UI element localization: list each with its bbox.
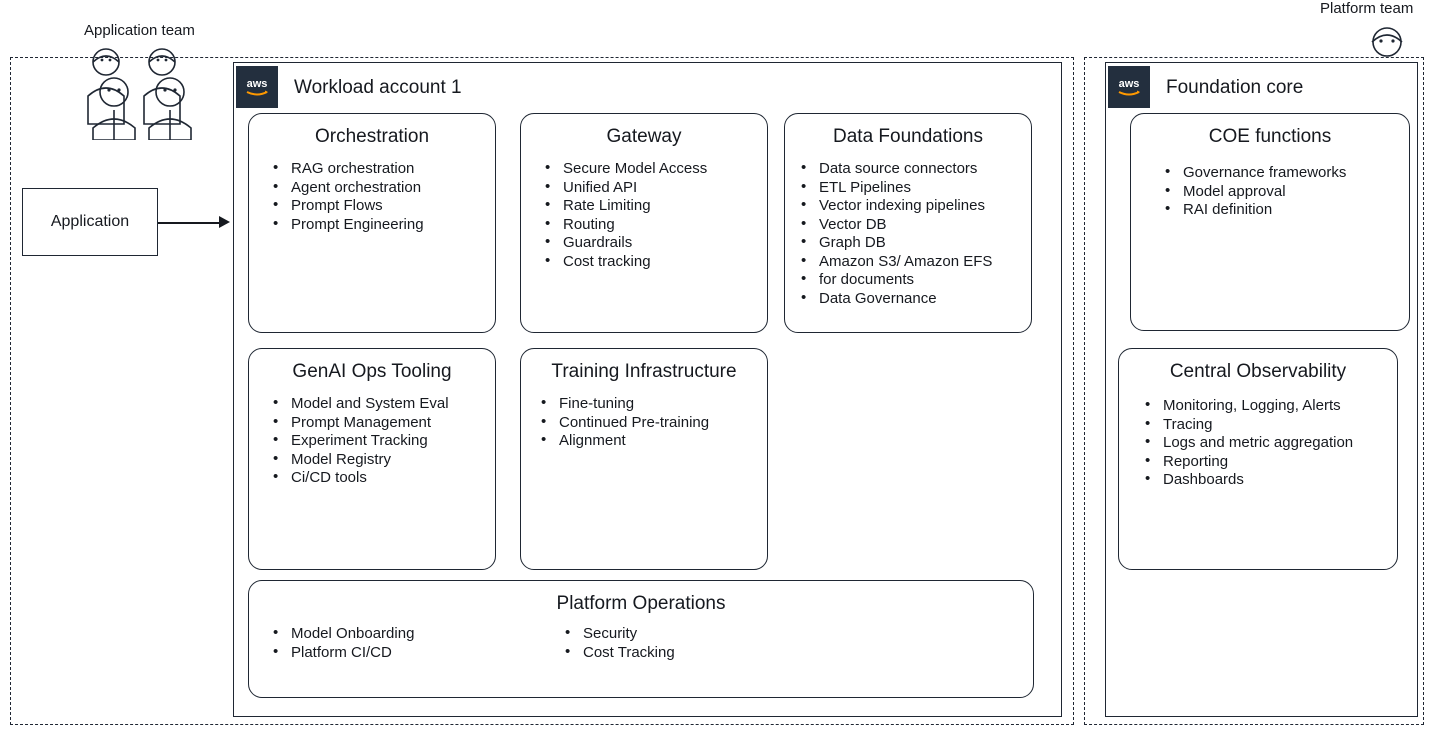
- list-item: • RAI definition: [1163, 201, 1409, 220]
- list-item: • Cost tracking: [543, 253, 767, 272]
- list-item: • Alignment: [539, 432, 767, 451]
- svg-text:aws: aws: [246, 78, 268, 90]
- card-orchestration-list: [249, 160, 495, 234]
- card-data-foundations-title: Data Foundations: [833, 126, 983, 147]
- list-item: • Security: [563, 625, 675, 644]
- list-item: • Unified API: [543, 179, 767, 198]
- list-item: • Data Governance: [799, 290, 1031, 309]
- list-item: • Cost Tracking: [563, 644, 675, 663]
- application-box: [22, 188, 158, 256]
- card-genai-ops-tooling: [248, 348, 496, 570]
- list-item: • Ci/CD tools: [271, 469, 495, 488]
- card-gateway-title: Gateway: [606, 126, 682, 147]
- list-item: • Governance frameworks: [1163, 164, 1409, 183]
- list-item: • Vector DB: [799, 216, 1031, 235]
- card-central-observability-title: Central Observability: [1169, 361, 1347, 382]
- list-item: • Prompt Engineering: [271, 216, 495, 235]
- card-training-infrastructure-title: Training Infrastructure: [551, 361, 737, 382]
- list-item: • Rate Limiting: [543, 197, 767, 216]
- list-item: • Fine-tuning: [539, 395, 767, 414]
- card-data-foundations-list: [785, 160, 1031, 308]
- list-item: • Prompt Management: [271, 414, 495, 433]
- aws-logo-foundation: [1108, 66, 1150, 108]
- card-coe-functions-list: [1131, 164, 1409, 220]
- list-item: • Model Registry: [271, 451, 495, 470]
- workload-account-title: Workload account 1: [294, 77, 462, 98]
- card-central-observability-list: [1119, 397, 1397, 490]
- svg-text:aws: aws: [1118, 78, 1140, 90]
- list-item: • Logs and metric aggregation: [1143, 434, 1397, 453]
- list-item: • Model Onboarding: [271, 625, 541, 644]
- card-orchestration: [248, 113, 496, 333]
- application-team-label: Application team: [84, 22, 195, 39]
- card-training-infrastructure-list: [521, 395, 767, 451]
- card-central-observability: [1118, 348, 1398, 570]
- list-item: • ETL Pipelines: [799, 179, 1031, 198]
- list-item: • Guardrails: [543, 234, 767, 253]
- card-coe-functions-title: COE functions: [1208, 126, 1332, 147]
- list-item: • Reporting: [1143, 453, 1397, 472]
- list-item: • Vector indexing pipelines: [799, 197, 1031, 216]
- card-genai-ops-tooling-title: GenAI Ops Tooling: [292, 361, 452, 382]
- card-coe-functions: [1130, 113, 1410, 331]
- application-arrow-head: [219, 216, 230, 228]
- list-item: • Dashboards: [1143, 471, 1397, 490]
- card-genai-ops-tooling-list: [249, 395, 495, 488]
- card-platform-operations-list-right: [541, 625, 675, 662]
- aws-logo-workload: [236, 66, 278, 108]
- list-item: • Experiment Tracking: [271, 432, 495, 451]
- list-item: • Prompt Flows: [271, 197, 495, 216]
- card-platform-operations: [248, 580, 1034, 698]
- application-arrow-line: [158, 222, 222, 224]
- list-item: • Secure Model Access: [543, 160, 767, 179]
- list-item: • Data source connectors: [799, 160, 1031, 179]
- foundation-core-title: Foundation core: [1166, 77, 1304, 98]
- list-item: • Agent orchestration: [271, 179, 495, 198]
- list-item: • Model approval: [1163, 183, 1409, 202]
- list-item: • RAG orchestration: [271, 160, 495, 179]
- list-item: • Continued Pre-training: [539, 414, 767, 433]
- list-item: • Monitoring, Logging, Alerts: [1143, 397, 1397, 416]
- list-item: • Amazon S3/ Amazon EFS: [799, 253, 1031, 272]
- list-item: • Graph DB: [799, 234, 1031, 253]
- application-label: Application: [50, 213, 130, 230]
- list-item: • for documents: [799, 271, 1031, 290]
- card-gateway: [520, 113, 768, 333]
- card-training-infrastructure: [520, 348, 768, 570]
- card-orchestration-title: Orchestration: [314, 126, 430, 147]
- list-item: • Platform CI/CD: [271, 644, 541, 663]
- card-gateway-list: [521, 160, 767, 271]
- platform-team-label: Platform team: [1320, 0, 1414, 17]
- card-data-foundations: [784, 113, 1032, 333]
- list-item: • Tracing: [1143, 416, 1397, 435]
- card-platform-operations-title: Platform Operations: [556, 593, 726, 614]
- card-platform-operations-list-left: [249, 625, 541, 662]
- list-item: • Routing: [543, 216, 767, 235]
- list-item: • Model and System Eval: [271, 395, 495, 414]
